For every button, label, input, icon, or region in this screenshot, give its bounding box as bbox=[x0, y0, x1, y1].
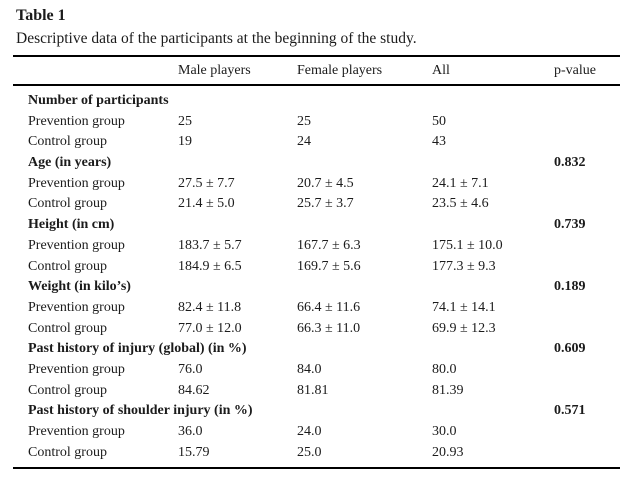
group-data-row bbox=[28, 236, 620, 257]
all-value: 23.5 ± 4.6 bbox=[432, 196, 489, 212]
row-label: Control group bbox=[28, 320, 107, 336]
section-label: Past history of injury (global) (in %) bbox=[28, 341, 247, 357]
p-value-cell bbox=[554, 422, 620, 443]
male-players-value: 27.5 ± 7.7 bbox=[178, 175, 235, 191]
male-players-value: 82.4 ± 11.8 bbox=[178, 299, 242, 315]
p-value-cell bbox=[554, 112, 620, 133]
male-players-value: 76.0 bbox=[178, 361, 203, 377]
group-data-row bbox=[28, 174, 620, 195]
p-value-cell bbox=[554, 132, 620, 153]
p-value-cell bbox=[554, 91, 620, 112]
table-header-row bbox=[13, 55, 620, 86]
section-header-row bbox=[28, 401, 620, 422]
group-data-row bbox=[28, 194, 620, 215]
all-value: 24.1 ± 7.1 bbox=[432, 175, 489, 191]
section-label: Past history of shoulder injury (in %) bbox=[28, 403, 253, 419]
all-value: 30.0 bbox=[432, 424, 457, 439]
all-value: 20.93 bbox=[432, 444, 464, 460]
section-label: Age (in years) bbox=[28, 155, 112, 171]
p-value-cell: 0.739 bbox=[554, 217, 586, 233]
section-header-row bbox=[28, 153, 620, 174]
female-players-value: 25.0 bbox=[297, 444, 322, 460]
p-value-cell bbox=[554, 360, 620, 381]
section-header-row bbox=[28, 339, 620, 360]
male-players-value: 21.4 ± 5.0 bbox=[178, 196, 235, 212]
p-value-cell bbox=[554, 443, 620, 464]
p-value-cell bbox=[554, 174, 620, 195]
header-female-players: Female players bbox=[297, 62, 383, 78]
row-label: Control group bbox=[28, 134, 107, 150]
group-data-row bbox=[28, 443, 620, 464]
p-value-cell bbox=[554, 319, 620, 340]
row-label: Prevention group bbox=[28, 175, 125, 191]
female-players-value: 20.7 ± 4.5 bbox=[297, 175, 354, 191]
section-header-row bbox=[28, 91, 620, 112]
section-label: Weight (in kilo’s) bbox=[28, 279, 131, 295]
male-players-value: 15.79 bbox=[178, 444, 210, 460]
all-value: 177.3 ± 9.3 bbox=[432, 258, 496, 274]
female-players-value: 84.0 bbox=[297, 361, 322, 377]
female-players-value: 167.7 ± 6.3 bbox=[297, 237, 361, 253]
section-label: Height (in cm) bbox=[28, 217, 115, 233]
male-players-value: 84.62 bbox=[178, 382, 210, 398]
female-players-value: 81.81 bbox=[297, 382, 329, 398]
all-value: 74.1 ± 14.1 bbox=[432, 299, 496, 315]
data-table bbox=[13, 55, 620, 469]
row-label: Prevention group bbox=[28, 299, 125, 315]
female-players-value: 25 bbox=[297, 113, 311, 129]
group-data-row bbox=[28, 381, 620, 402]
male-players-value: 36.0 bbox=[178, 424, 203, 439]
table-number: Table 1 bbox=[16, 7, 66, 24]
all-value: 81.39 bbox=[432, 382, 464, 398]
row-label: Control group bbox=[28, 382, 107, 398]
all-value: 50 bbox=[432, 113, 446, 129]
group-data-row bbox=[28, 132, 620, 153]
all-value: 43 bbox=[432, 134, 446, 150]
row-label: Prevention group bbox=[28, 113, 125, 129]
p-value-cell bbox=[554, 194, 620, 215]
section-header-row bbox=[28, 215, 620, 236]
female-players-value: 66.3 ± 11.0 bbox=[297, 320, 361, 336]
row-label: Prevention group bbox=[28, 361, 125, 377]
group-data-row bbox=[28, 422, 620, 443]
row-label: Prevention group bbox=[28, 237, 125, 253]
all-value: 69.9 ± 12.3 bbox=[432, 320, 496, 336]
p-value-cell: 0.609 bbox=[554, 341, 586, 357]
header-p-value: p-value bbox=[554, 62, 596, 78]
section-header-row bbox=[28, 277, 620, 298]
male-players-value: 77.0 ± 12.0 bbox=[178, 320, 242, 336]
male-players-value: 19 bbox=[178, 134, 192, 150]
group-data-row bbox=[28, 360, 620, 381]
female-players-value: 169.7 ± 5.6 bbox=[297, 258, 361, 274]
row-label: Prevention group bbox=[28, 424, 125, 439]
male-players-value: 183.7 ± 5.7 bbox=[178, 237, 242, 253]
table-caption: Descriptive data of the participants at the beginning of the study. bbox=[16, 30, 417, 47]
row-label: Control group bbox=[28, 196, 107, 212]
female-players-value: 25.7 ± 3.7 bbox=[297, 196, 354, 212]
p-value-cell: 0.832 bbox=[554, 155, 586, 171]
group-data-row bbox=[28, 298, 620, 319]
group-data-row bbox=[28, 257, 620, 278]
p-value-cell: 0.189 bbox=[554, 279, 586, 295]
male-players-value: 184.9 ± 6.5 bbox=[178, 258, 242, 274]
female-players-value: 24.0 bbox=[297, 424, 322, 439]
header-all: All bbox=[432, 62, 450, 78]
table-body bbox=[13, 86, 620, 469]
p-value-cell: 0.571 bbox=[554, 403, 586, 419]
header-male-players: Male players bbox=[178, 62, 251, 78]
section-label: Number of participants bbox=[28, 93, 169, 108]
row-label: Control group bbox=[28, 444, 107, 460]
all-value: 175.1 ± 10.0 bbox=[432, 237, 503, 253]
p-value-cell bbox=[554, 236, 620, 257]
p-value-cell bbox=[554, 257, 620, 278]
p-value-cell bbox=[554, 298, 620, 319]
row-label: Control group bbox=[28, 258, 107, 274]
all-value: 80.0 bbox=[432, 361, 457, 377]
group-data-row bbox=[28, 319, 620, 340]
female-players-value: 24 bbox=[297, 134, 311, 150]
p-value-cell bbox=[554, 381, 620, 402]
male-players-value: 25 bbox=[178, 113, 192, 129]
female-players-value: 66.4 ± 11.6 bbox=[297, 299, 361, 315]
group-data-row bbox=[28, 112, 620, 133]
